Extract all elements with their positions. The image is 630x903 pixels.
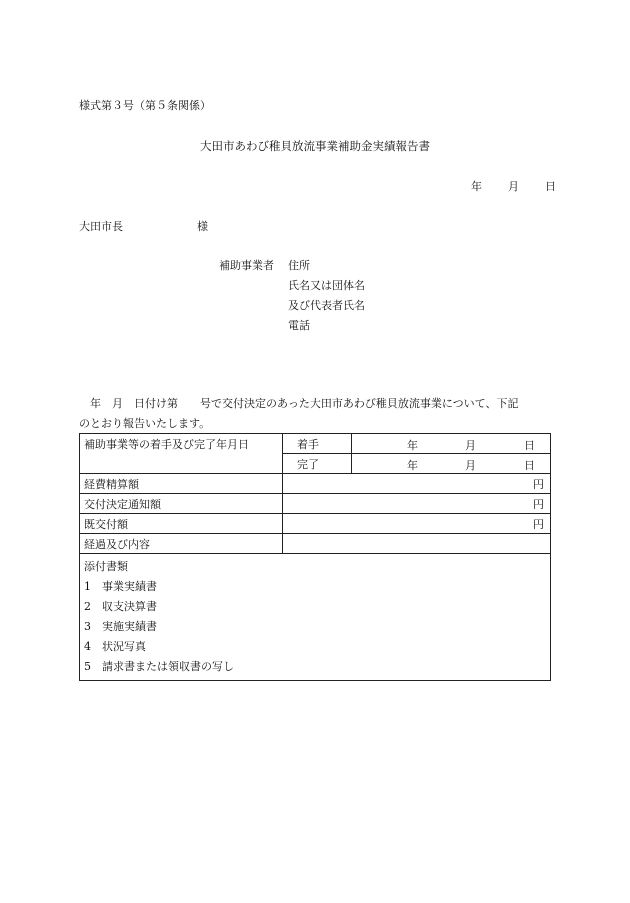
form-number: 様式第３号（第５条関係） (79, 99, 211, 112)
attachment-number: 1 (84, 580, 91, 593)
attachment-number: 3 (84, 620, 91, 633)
attachment-text: 実施実績書 (102, 620, 157, 633)
addressee-name: 大田市長 (79, 220, 123, 233)
table-row (80, 514, 551, 534)
report-table (79, 433, 551, 681)
intro-paragraph (79, 394, 552, 434)
row-value-already-granted[interactable]: 円 (283, 514, 551, 534)
list-item (84, 578, 550, 598)
row-label-progress: 経過及び内容 (80, 534, 283, 554)
applicant-representative-label: 及び代表者氏名 (288, 299, 365, 312)
document-title: 大田市あわび稚貝放流事業補助金実績報告書 (200, 139, 430, 153)
applicant-name-label: 氏名又は団体名 (288, 279, 365, 292)
start-day: 日 (524, 439, 535, 452)
start-year: 年 (407, 439, 418, 452)
start-month: 月 (465, 439, 476, 452)
intro-line-1: 年 月 日付け第 号で交付決定のあった大田市あわび稚貝放流事業について、下記 (90, 397, 519, 410)
date-day: 日 (545, 180, 556, 193)
date-line (471, 178, 556, 194)
start-date-cell[interactable] (352, 434, 551, 454)
row-value-progress[interactable] (283, 534, 551, 554)
row-label-expense: 経費精算額 (80, 474, 283, 494)
end-month: 月 (465, 459, 476, 472)
applicant-phone-label: 電話 (288, 319, 310, 332)
row-label-already-granted: 既交付額 (80, 514, 283, 534)
attachment-number: 4 (84, 640, 91, 653)
attachment-text: 請求書または領収書の写し (102, 660, 234, 673)
intro-line-2: のとおり報告いたします。 (79, 417, 211, 430)
attachment-text: 状況写真 (102, 640, 146, 653)
row-label-grant-decision: 交付決定通知額 (80, 494, 283, 514)
list-item (84, 658, 550, 678)
date-year: 年 (471, 180, 482, 193)
list-item (84, 638, 550, 658)
table-row-attachments (80, 554, 551, 681)
end-year: 年 (407, 459, 418, 472)
applicant-label: 補助事業者 (219, 259, 274, 272)
period-label: 補助事業等の着手及び完了年月日 (80, 434, 283, 474)
applicant-address-label: 住所 (288, 259, 310, 272)
attachment-text: 収支決算書 (102, 600, 157, 613)
end-day: 日 (524, 459, 535, 472)
start-label: 着手 (283, 434, 352, 454)
table-row (80, 494, 551, 514)
attachments-title: 添付書類 (84, 560, 128, 573)
table-row (80, 474, 551, 494)
attachment-number: 2 (84, 600, 91, 613)
table-row-start (80, 434, 551, 454)
attachments-cell (80, 554, 551, 681)
end-label: 完了 (283, 454, 352, 474)
end-date-cell[interactable] (352, 454, 551, 474)
date-month: 月 (508, 180, 519, 193)
list-item (84, 598, 550, 618)
addressee-honorific: 様 (197, 220, 208, 233)
row-value-grant-decision[interactable]: 円 (283, 494, 551, 514)
row-value-expense[interactable]: 円 (283, 474, 551, 494)
attachment-text: 事業実績書 (102, 580, 157, 593)
attachment-number: 5 (84, 660, 91, 673)
table-row (80, 534, 551, 554)
list-item (84, 618, 550, 638)
